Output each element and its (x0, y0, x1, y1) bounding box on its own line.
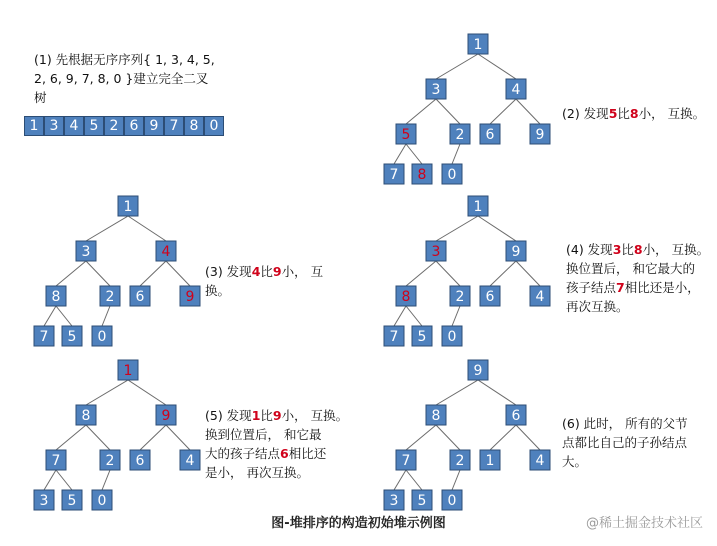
tree-edge (452, 306, 460, 326)
node-value: 1 (485, 453, 495, 469)
node-value: 4 (535, 289, 545, 305)
node-value: 1 (473, 199, 483, 215)
node-value: 6 (485, 289, 495, 305)
array-cell: 9 (144, 116, 164, 136)
tree-edge (452, 470, 460, 490)
figure-caption: 图-堆排序的构造初始堆示例图 (271, 516, 446, 531)
tree-step5 (34, 350, 214, 509)
node-value: 1 (473, 37, 483, 53)
node-value: 8 (51, 289, 61, 305)
tree-node (450, 124, 470, 144)
tree-node (468, 360, 488, 380)
node-value: 6 (485, 127, 495, 143)
tree-edge (436, 99, 460, 124)
step6-note (562, 414, 688, 471)
tree-node (62, 490, 82, 510)
tree-node (384, 164, 404, 184)
node-value: 7 (389, 329, 399, 345)
step1-line: 2, 6, 9, 7, 8, 0 }建立完全二叉 (34, 71, 209, 86)
tree-edge (490, 425, 516, 450)
node-value: 2 (455, 127, 465, 143)
tree-node (442, 164, 462, 184)
tree-node (450, 450, 470, 470)
note-text: 小， 互换。 (642, 242, 710, 257)
tree-edge (128, 380, 166, 405)
note-text: 相比还 (288, 446, 327, 461)
tree-node (396, 450, 416, 470)
tree-edge (394, 144, 406, 164)
tree-node (426, 241, 446, 261)
node-value: 5 (401, 127, 411, 143)
node-value: 3 (431, 244, 441, 260)
node-value: 0 (447, 493, 457, 509)
tree-node (156, 405, 176, 425)
tree-node (426, 79, 446, 99)
step2-note (562, 104, 705, 123)
step1-line: 树 (34, 90, 47, 105)
node-value: 7 (389, 167, 399, 183)
highlighted-number: 5 (608, 106, 618, 121)
tree-edge (516, 261, 540, 286)
tree-step6 (384, 350, 564, 509)
step5-note (205, 406, 348, 482)
node-value: 9 (473, 363, 483, 379)
tree-edge (406, 425, 436, 450)
tree-node (506, 405, 526, 425)
highlighted-number: 7 (616, 280, 625, 295)
node-value: 4 (535, 453, 545, 469)
note-text: 大的孩子结点 (205, 446, 281, 461)
tree-edge (56, 306, 72, 326)
tree-edge (56, 425, 86, 450)
array-cell: 6 (124, 116, 144, 136)
array-cell: 8 (184, 116, 204, 136)
node-value: 8 (417, 167, 427, 183)
node-value: 6 (511, 408, 521, 424)
array-cell: 4 (64, 116, 84, 136)
highlighted-number: 9 (272, 264, 282, 279)
note-text: 相比还是小， (624, 280, 700, 295)
tree-node (396, 286, 416, 306)
tree-edge (516, 99, 540, 124)
array-cell: 3 (44, 116, 64, 136)
tree-edge (166, 425, 190, 450)
array-cell: 7 (164, 116, 184, 136)
array-cell: 2 (104, 116, 124, 136)
note-text: 孩子结点 (566, 280, 617, 295)
tree-node (412, 490, 432, 510)
tree-edge (452, 144, 460, 164)
tree-edge (86, 425, 110, 450)
note-text: (6) 此时， 所有的父节 (562, 416, 688, 431)
tree-edge (436, 54, 478, 79)
highlighted-number: 8 (633, 242, 643, 257)
tree-edge (44, 470, 56, 490)
note-text: 比 (617, 106, 630, 121)
step3-note (205, 262, 323, 300)
tree-edge (406, 306, 422, 326)
note-text: 是小， 再次互换。 (205, 465, 309, 480)
tree-node (530, 124, 550, 144)
tree-node (442, 326, 462, 346)
tree-node (396, 124, 416, 144)
note-text: 换到位置后， 和它最 (205, 427, 322, 442)
tree-edge (102, 306, 110, 326)
node-value: 8 (81, 408, 91, 424)
tree-node (92, 490, 112, 510)
tree-node (530, 286, 550, 306)
node-value: 9 (535, 127, 545, 143)
step1-description (34, 50, 215, 107)
step4-note (566, 240, 709, 316)
node-value: 5 (417, 493, 427, 509)
tree-edge (102, 470, 110, 490)
tree-node (506, 241, 526, 261)
tree-edge (436, 380, 478, 405)
note-text: 再次互换。 (566, 299, 629, 314)
tree-step4 (384, 186, 564, 345)
tree-node (156, 241, 176, 261)
tree-edge (436, 261, 460, 286)
tree-edge (44, 306, 56, 326)
node-value: 1 (123, 199, 133, 215)
tree-node (426, 405, 446, 425)
node-value: 7 (401, 453, 411, 469)
note-text: (4) 发现 (566, 242, 613, 257)
tree-node (442, 490, 462, 510)
node-value: 4 (511, 82, 521, 98)
tree-node (130, 450, 150, 470)
note-text: 比 (260, 264, 273, 279)
highlighted-number: 4 (251, 264, 261, 279)
note-text: 小， 互换。 (638, 106, 706, 121)
note-text: 小， 互 (281, 264, 324, 279)
step1-line: (1) 先根据无序序列{ 1, 3, 4, 5, (34, 52, 215, 67)
highlighted-number: 8 (629, 106, 639, 121)
tree-edge (478, 216, 516, 241)
highlighted-number: 3 (612, 242, 622, 257)
node-value: 9 (185, 289, 195, 305)
note-text: (5) 发现 (205, 408, 252, 423)
tree-node (100, 450, 120, 470)
tree-edge (516, 425, 540, 450)
node-value: 0 (447, 167, 457, 183)
note-text: 换。 (205, 283, 231, 298)
tree-edge (166, 261, 190, 286)
tree-node (384, 326, 404, 346)
tree-edge (436, 425, 460, 450)
array-cell: 5 (84, 116, 104, 136)
node-value: 3 (39, 493, 49, 509)
tree-node (480, 286, 500, 306)
node-value: 7 (39, 329, 49, 345)
highlighted-number: 6 (280, 446, 289, 461)
tree-edge (394, 306, 406, 326)
note-text: 点都比自己的子孙结点 (562, 435, 688, 450)
array-cell: 1 (24, 116, 44, 136)
tree-edge (490, 99, 516, 124)
note-text: 小， 互换。 (281, 408, 349, 423)
tree-edge (406, 144, 422, 164)
note-text: 换位置后， 和它最大的 (566, 261, 695, 276)
tree-node (480, 450, 500, 470)
tree-edge (436, 216, 478, 241)
tree-node (530, 450, 550, 470)
tree-edge (406, 99, 436, 124)
highlighted-number: 1 (251, 408, 261, 423)
note-text: (3) 发现 (205, 264, 252, 279)
array-cell: 0 (204, 116, 224, 136)
unsorted-array (24, 116, 224, 136)
tree-edge (406, 261, 436, 286)
note-text: 大。 (562, 454, 588, 469)
tree-node (412, 326, 432, 346)
node-value: 9 (511, 244, 521, 260)
tree-node (468, 196, 488, 216)
tree-edge (56, 261, 86, 286)
node-value: 4 (161, 244, 171, 260)
tree-edge (128, 216, 166, 241)
tree-edge (406, 470, 422, 490)
tree-edge (490, 261, 516, 286)
node-value: 2 (105, 453, 115, 469)
tree-node (180, 286, 200, 306)
node-value: 3 (431, 82, 441, 98)
node-value: 5 (417, 329, 427, 345)
node-value: 4 (185, 453, 195, 469)
node-value: 8 (401, 289, 411, 305)
note-text: (2) 发现 (562, 106, 609, 121)
tree-node (34, 326, 54, 346)
tree-node (34, 490, 54, 510)
tree-edge (86, 261, 110, 286)
node-value: 2 (105, 289, 115, 305)
node-value: 2 (455, 289, 465, 305)
node-value: 3 (389, 493, 399, 509)
tree-edge (478, 380, 516, 405)
node-value: 8 (431, 408, 441, 424)
tree-node (92, 326, 112, 346)
tree-node (62, 326, 82, 346)
node-value: 5 (67, 493, 77, 509)
node-value: 0 (97, 493, 107, 509)
highlighted-number: 9 (272, 408, 282, 423)
node-value: 9 (161, 408, 171, 424)
tree-step3 (34, 186, 214, 345)
tree-node (46, 450, 66, 470)
tree-edge (140, 261, 166, 286)
node-value: 3 (81, 244, 91, 260)
tree-edge (56, 470, 72, 490)
node-value: 6 (135, 289, 145, 305)
tree-edge (478, 54, 516, 79)
tree-node (130, 286, 150, 306)
tree-node (118, 196, 138, 216)
watermark: @稀土掘金技术社区 (585, 516, 703, 531)
tree-node (76, 405, 96, 425)
tree-node (506, 79, 526, 99)
note-text: 比 (621, 242, 634, 257)
tree-edge (140, 425, 166, 450)
tree-node (468, 34, 488, 54)
tree-node (412, 164, 432, 184)
note-text: 比 (260, 408, 273, 423)
node-value: 7 (51, 453, 61, 469)
tree-node (180, 450, 200, 470)
tree-node (118, 360, 138, 380)
node-value: 6 (135, 453, 145, 469)
tree-node (76, 241, 96, 261)
tree-node (450, 286, 470, 306)
node-value: 0 (97, 329, 107, 345)
node-value: 5 (67, 329, 77, 345)
tree-node (480, 124, 500, 144)
tree-node (100, 286, 120, 306)
tree-edge (86, 380, 128, 405)
tree-step2 (384, 24, 564, 183)
tree-node (384, 490, 404, 510)
node-value: 0 (447, 329, 457, 345)
tree-edge (394, 470, 406, 490)
node-value: 2 (455, 453, 465, 469)
tree-edge (86, 216, 128, 241)
tree-node (46, 286, 66, 306)
node-value: 1 (123, 363, 133, 379)
